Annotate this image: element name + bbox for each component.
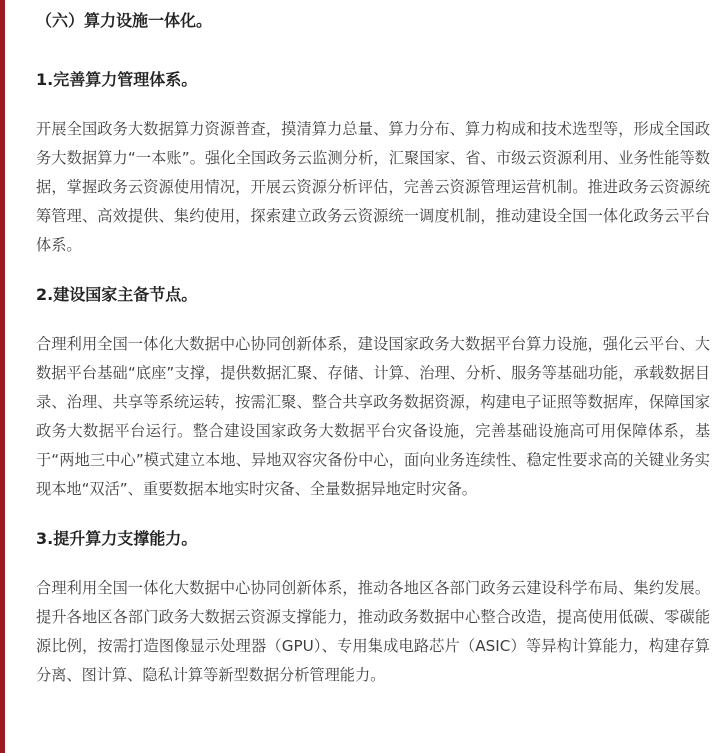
item-body-2: 合理利用全国一体化大数据中心协同创新体系，建设国家政务大数据平台算力设施，强化云平台、大数据平台基础“底座”支撑，提供数据汇聚、存储、计算、治理、分析、服务等基础功能，承载数据目录、治理、共享等系统运转，按需汇聚、整合共享政务数据资源，构建电子证照等数据库，保障国家政务大数据平台运行。整合建设国家政务大数据平台灾备设施，完善基础设施高可用保障体系，基于“两地三中心”模式建立本地、异地双容灾备份中心，面向业务连续性、稳定性要求高的关键业务实现本地“双活”、重要数据本地实时灾备、全量数据异地定时灾备。 [36, 335, 710, 498]
item-body-3: 合理利用全国一体化大数据中心协同创新体系，推动各地区各部门政务云建设科学布局、集约发展。提升各地区各部门政务大数据云资源支撑能力，推动政务数据中心整合改造，提高使用低碳、零碳能源比例，按需打造图像显示处理器（GPU）、专用集成电路芯片（ASIC）等异构计算能力，构建存算分离、图计算、隐私计算等新型数据分析管理能力。 [36, 579, 710, 684]
item-heading-1: 1.完善算力管理体系。 [36, 70, 198, 89]
article-content [36, 8, 710, 690]
item-heading-2: 2.建设国家主备节点。 [36, 285, 198, 304]
left-accent-bar [0, 0, 5, 753]
item-heading-3: 3.提升算力支撑能力。 [36, 529, 198, 548]
item-body-1: 开展全国政务大数据算力资源普查，摸清算力总量、算力分布、算力构成和技术选型等，形成全国政务大数据算力“一本账”。强化全国政务云监测分析，汇聚国家、省、市级云资源利用、业务性能等数据，掌握政务云资源使用情况，开展云资源分析评估，完善云资源管理运营机制。推进政务云资源统筹管理、高效提供、集约使用，探索建立政务云资源统一调度机制，推动建设全国一体化政务云平台体系。 [36, 120, 710, 254]
section-title: （六）算力设施一体化。 [36, 11, 213, 30]
